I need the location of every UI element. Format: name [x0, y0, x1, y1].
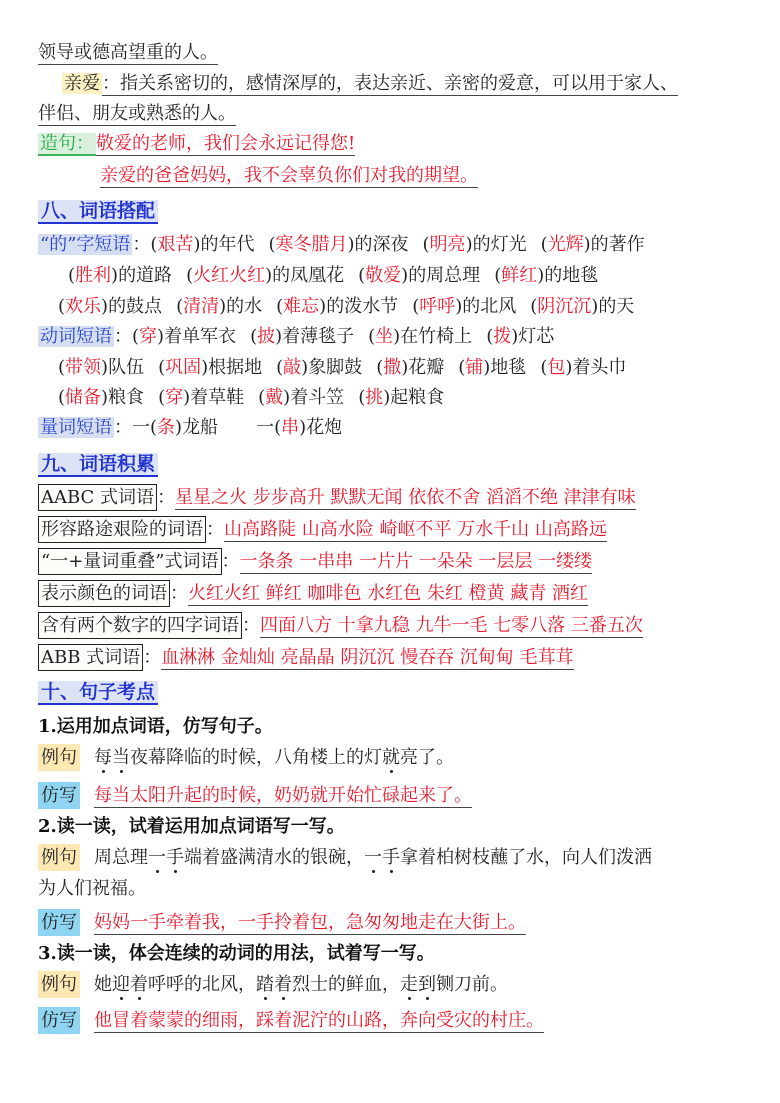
colon: ：	[170, 583, 188, 604]
example-segment: 她	[94, 974, 112, 995]
word-group-row	[38, 485, 636, 511]
phrase-rest: 队伍	[108, 357, 145, 378]
phrase	[358, 387, 444, 408]
paren: )	[319, 296, 327, 317]
example-label: 例句	[38, 844, 80, 871]
dotted-char: 走	[400, 974, 418, 995]
colon: ：	[114, 417, 132, 438]
phrase	[376, 357, 444, 378]
paren: (	[540, 234, 548, 255]
example-segment	[364, 847, 400, 868]
answer-word: 坐	[375, 326, 394, 347]
example-segment: 铡刀前。	[436, 974, 508, 995]
phrase	[176, 296, 262, 317]
word-group-row	[38, 613, 643, 639]
paren: (	[494, 265, 502, 286]
paren: (	[276, 296, 284, 317]
phrase	[268, 234, 408, 255]
paren: )	[193, 234, 201, 255]
phrase-rest: 的凤凰花	[272, 265, 345, 286]
answer-word: 串	[281, 417, 300, 438]
sentence-text: 敬爱的老师，我们会永远记得您!	[96, 133, 356, 154]
term-label: 亲爱	[64, 73, 100, 94]
paren: )	[201, 357, 209, 378]
imitation-line	[38, 1008, 544, 1034]
phrase-rest: 着斗笠	[290, 387, 345, 408]
phrase-rest: 着单军衣	[164, 326, 237, 347]
phrase-row	[58, 385, 444, 411]
example-segment: 拿着柏树枝蘸了水，向人们泼洒	[400, 847, 652, 868]
paren: )	[101, 357, 109, 378]
paren: )	[465, 234, 473, 255]
phrase-rest: 的道路	[118, 265, 173, 286]
paren: )	[101, 296, 109, 317]
paren: )	[565, 357, 573, 378]
word-group-row	[38, 517, 607, 543]
phrase-rest: 的灯光	[472, 234, 527, 255]
answer-word: 穿	[139, 326, 158, 347]
phrase-row	[68, 263, 598, 289]
answer-word: 披	[257, 326, 276, 347]
paren: )	[483, 357, 491, 378]
phrase	[530, 296, 634, 317]
text-line	[38, 101, 236, 127]
phrase-rest: 根据地	[208, 357, 263, 378]
phrase-rest: 起粮食	[390, 387, 445, 408]
word-list: 血淋淋 金灿灿 亮晶晶 阴沉沉 慢吞吞 沉甸甸 毛茸茸	[161, 647, 574, 668]
section-heading	[38, 198, 158, 225]
example-segment: 亮了。	[400, 747, 454, 768]
paren: (	[274, 417, 282, 438]
word-list: 四面八方 十拿九稳 九牛一毛 七零八落 三番五次	[260, 615, 643, 636]
paren: (	[412, 296, 420, 317]
colon: ：	[143, 647, 162, 668]
dotted-char: 迎	[112, 974, 130, 995]
phrase-rest: 的著作	[590, 234, 645, 255]
example-text: 为人们祝福。	[38, 878, 146, 899]
example-segment	[256, 974, 292, 995]
paren: )	[401, 357, 409, 378]
answer-word: 带领	[65, 357, 102, 378]
answer-word: 穿	[165, 387, 184, 408]
definition-text: 伴侣、朋友或熟悉的人。	[38, 103, 236, 124]
phrase-rest: 的泼水节	[326, 296, 399, 317]
paren: )	[183, 387, 191, 408]
example-segment	[112, 974, 148, 995]
example-segment	[382, 747, 400, 768]
answer-word: 火红火红	[193, 265, 266, 286]
paren: (	[132, 326, 140, 347]
example-label: 例句	[38, 744, 80, 771]
word-list: 火红火红 鲜红 咖啡色 水红色 朱红 橙黄 藏青 酒红	[188, 583, 589, 604]
example-segment: 呼呼的北风，	[148, 974, 256, 995]
dotted-char: 每	[94, 747, 112, 768]
paren: (	[68, 265, 76, 286]
phrase-rest: 的鼓点	[108, 296, 163, 317]
phrase	[158, 387, 244, 408]
colon: ：	[114, 326, 132, 347]
category-label: 动词短语	[40, 326, 112, 347]
phrase-rest: 的深夜	[354, 234, 409, 255]
paren: (	[368, 326, 376, 347]
phrase	[250, 326, 354, 347]
answer-word: 难忘	[283, 296, 320, 317]
example-line-cont	[38, 876, 146, 902]
exercise-title	[38, 941, 435, 967]
phrase-row	[58, 355, 626, 381]
paren: (	[486, 326, 494, 347]
paren: (	[358, 387, 366, 408]
example-segment: 夜幕降临的时候，八角楼上的灯	[130, 747, 382, 768]
phrase	[150, 234, 254, 255]
example-sentence	[100, 163, 478, 189]
answer-word: 铺	[465, 357, 484, 378]
paren: )	[301, 357, 309, 378]
example-line	[38, 845, 652, 871]
prefix: 一	[256, 417, 275, 438]
phrase-rest: 着薄毯子	[282, 326, 355, 347]
imitation-label: 仿写	[38, 1007, 80, 1034]
definition-text: ：指关系密切的，感情深厚的，表达亲近、亲密的爱意，可以用于家人、	[102, 73, 678, 94]
colon: ：	[132, 234, 151, 255]
dotted-char: 着	[130, 974, 148, 995]
word-list: 山高路陡 山高水险 崎岖不平 万水千山 山高路远	[224, 519, 607, 540]
dotted-char: 到	[418, 974, 436, 995]
example-label: 例句	[38, 971, 80, 998]
exercise-title-text: 3.读一读，体会连续的动词的用法，试着写一写。	[38, 943, 435, 964]
paren: )	[175, 417, 183, 438]
phrase-rest: 在竹椅上	[400, 326, 473, 347]
example-segment	[148, 847, 184, 868]
answer-word: 欢乐	[65, 296, 102, 317]
answer-word: 敬爱	[365, 265, 402, 286]
paren: )	[219, 296, 227, 317]
phrase-rest: 的周总理	[408, 265, 481, 286]
paren: (	[376, 357, 384, 378]
answer-word: 光辉	[547, 234, 584, 255]
paren: )	[265, 265, 273, 286]
phrase-rest: 的年代	[200, 234, 255, 255]
phrase-rest: 着头巾	[572, 357, 627, 378]
heading-text: 十、句子考点	[38, 681, 158, 705]
paren: (	[150, 234, 158, 255]
paren: (	[422, 234, 430, 255]
example-line	[38, 745, 454, 771]
paren: (	[186, 265, 194, 286]
answer-word: 巩固	[165, 357, 202, 378]
answer-word: 挑	[365, 387, 384, 408]
answer-word: 清清	[183, 296, 220, 317]
word-group-label: AABC 式词语	[38, 484, 157, 511]
word-group-label: 形容路途艰险的词语	[38, 516, 206, 543]
category-label: “的”字短语	[40, 234, 131, 255]
answer-word: 储备	[65, 387, 102, 408]
dotted-char: 着	[274, 974, 292, 995]
phrase-rest: 粮食	[108, 387, 145, 408]
sentence-text: 亲爱的爸爸妈妈，我不会辜负你们对我的期望。	[100, 165, 478, 186]
phrase	[540, 357, 626, 378]
phrase	[58, 387, 144, 408]
phrase	[458, 357, 526, 378]
paren: )	[101, 387, 109, 408]
paren: )	[347, 234, 355, 255]
paren: )	[111, 265, 119, 286]
paren: (	[540, 357, 548, 378]
paren: (	[158, 387, 166, 408]
answer-word: 呼呼	[419, 296, 456, 317]
imitation-text: 妈妈一手牵着我，一手拎着包，急匆匆地走在大街上。	[94, 912, 526, 933]
paren: (	[250, 326, 258, 347]
word-group-label: “一+量词重叠”式词语	[38, 548, 222, 575]
answer-word: 包	[547, 357, 566, 378]
paren: )	[299, 417, 307, 438]
phrase	[486, 326, 554, 347]
word-list: 一条条 一串串 一片片 一朵朵 一层层 一缕缕	[239, 551, 593, 572]
paren: (	[58, 357, 66, 378]
paren: )	[511, 326, 519, 347]
heading-text: 八、词语搭配	[38, 200, 158, 224]
paren: (	[158, 357, 166, 378]
phrase	[276, 296, 398, 317]
phrase-rest: 的地毯	[544, 265, 599, 286]
example-segment: 烈士的鲜血，	[292, 974, 400, 995]
imitation-label: 仿写	[38, 909, 80, 936]
colon: ：	[221, 551, 240, 572]
imitation-line	[38, 910, 526, 936]
word-group-row	[38, 645, 574, 671]
phrase	[58, 357, 144, 378]
zaoju-label: 造句：	[40, 133, 94, 154]
answer-word: 阴沉沉	[537, 296, 592, 317]
prefix: 一	[132, 417, 150, 438]
colon: ：	[206, 519, 224, 540]
colon: ：	[242, 615, 260, 636]
paren: (	[258, 387, 266, 408]
answer-word: 寒冬腊月	[275, 234, 348, 255]
word-group-label: ABB 式词语	[38, 644, 143, 671]
answer-word: 艰苦	[157, 234, 194, 255]
definition-text: 领导或德高望重的人。	[38, 42, 218, 63]
paren: (	[58, 296, 66, 317]
phrase	[494, 265, 598, 286]
phrase-row	[38, 324, 554, 350]
word-group-row	[38, 581, 588, 607]
category-label: 量词短语	[40, 417, 112, 438]
heading-text: 九、词语积累	[38, 453, 158, 477]
phrase-rest: 龙船	[182, 417, 219, 438]
example-sentence	[38, 131, 355, 157]
dotted-char: 一	[364, 847, 382, 868]
colon: ：	[157, 487, 176, 508]
phrase	[68, 265, 172, 286]
answer-word: 胜利	[75, 265, 112, 286]
phrase	[412, 296, 516, 317]
phrase	[186, 265, 344, 286]
dotted-char: 手	[382, 847, 400, 868]
phrase-rest: 的天	[598, 296, 635, 317]
word-group-label: 含有两个数字的四字词语	[38, 612, 242, 639]
dotted-char: 一	[148, 847, 166, 868]
paren: (	[276, 357, 284, 378]
answer-word: 撒	[383, 357, 402, 378]
word-list: 星星之火 步步高升 默默无闻 依依不舍 滔滔不绝 津津有味	[175, 487, 636, 508]
paren: )	[383, 387, 391, 408]
imitation-label: 仿写	[38, 782, 80, 809]
paren: (	[176, 296, 184, 317]
text-line	[38, 40, 218, 66]
phrase-rest: 象脚鼓	[308, 357, 363, 378]
answer-word: 明亮	[429, 234, 466, 255]
paren: )	[283, 387, 291, 408]
phrase-row	[38, 232, 645, 258]
phrase-rest: 花炮	[306, 417, 343, 438]
phrase-rest: 灯芯	[518, 326, 555, 347]
phrase	[423, 234, 527, 255]
paren: )	[455, 296, 463, 317]
word-group-row	[38, 549, 592, 575]
phrase	[158, 357, 262, 378]
section-heading	[38, 679, 158, 706]
example-segment: 周总理	[94, 847, 148, 868]
word-group-label: 表示颜色的词语	[38, 580, 170, 607]
imitation-line	[38, 783, 472, 809]
phrase-rest: 着草鞋	[190, 387, 245, 408]
paren: (	[358, 265, 366, 286]
answer-word: 鲜红	[501, 265, 538, 286]
answer-word: 拨	[493, 326, 512, 347]
phrase	[132, 326, 236, 347]
paren: )	[275, 326, 283, 347]
definition-qinai	[62, 71, 678, 97]
phrase-rest: 花瓣	[408, 357, 445, 378]
example-segment	[94, 747, 130, 768]
section-heading	[38, 451, 158, 478]
answer-word: 条	[157, 417, 176, 438]
paren: (	[150, 417, 158, 438]
paren: )	[157, 326, 165, 347]
exercise-title-text: 2.读一读，试着运用加点词语写一写。	[38, 816, 345, 837]
phrase-rest: 地毯	[490, 357, 527, 378]
phrase	[541, 234, 645, 255]
phrase-row	[58, 294, 634, 320]
paren: (	[58, 387, 66, 408]
example-segment	[400, 974, 436, 995]
phrase-rest: 的水	[226, 296, 263, 317]
phrase	[276, 357, 362, 378]
exercise-title	[38, 714, 273, 740]
example-line	[38, 972, 508, 998]
paren: )	[401, 265, 409, 286]
dotted-char: 手	[166, 847, 184, 868]
phrase	[258, 387, 344, 408]
dotted-char: 就	[382, 747, 400, 768]
paren: (	[268, 234, 276, 255]
exercise-title	[38, 814, 345, 840]
phrase-rest: 的北风	[462, 296, 517, 317]
phrase	[58, 296, 162, 317]
dotted-char: 踏	[256, 974, 274, 995]
imitation-text: 每当太阳升起的时候，奶奶就开始忙碌起来了。	[94, 785, 472, 806]
exercise-title-text: 1.运用加点词语，仿写句子。	[38, 716, 273, 737]
phrase	[368, 326, 472, 347]
answer-word: 戴	[265, 387, 284, 408]
example-segment: 端着盛满清水的银碗，	[184, 847, 364, 868]
paren: )	[393, 326, 401, 347]
answer-word: 敲	[283, 357, 302, 378]
phrase	[358, 265, 480, 286]
measure-row	[38, 415, 342, 441]
paren: )	[591, 296, 599, 317]
dotted-char: 当	[112, 747, 130, 768]
paren: (	[458, 357, 466, 378]
imitation-text: 他冒着蒙蒙的细雨，踩着泥泞的山路，奔向受灾的村庄。	[94, 1010, 544, 1031]
paren: (	[530, 296, 538, 317]
paren: )	[537, 265, 545, 286]
paren: )	[583, 234, 591, 255]
